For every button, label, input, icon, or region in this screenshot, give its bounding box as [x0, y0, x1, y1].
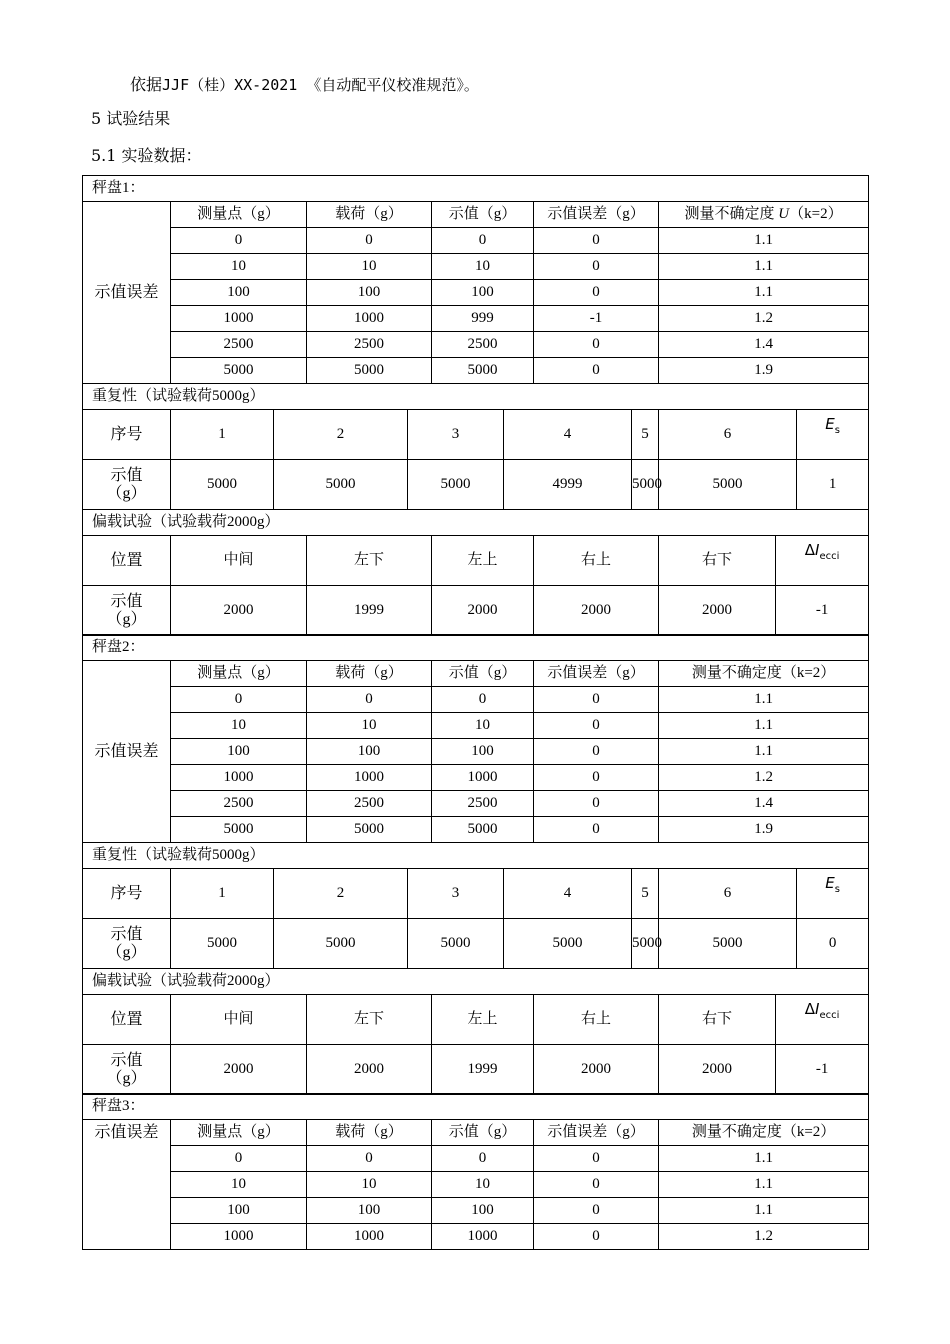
table-row: 0 0 0 0 1.1 — [83, 687, 869, 713]
es-value: 0 — [797, 919, 869, 969]
table-row: 0 0 0 0 1.1 — [83, 1146, 869, 1172]
ecc-result: -1 — [776, 586, 869, 636]
pan3-indication-error-label: 示值误差 — [83, 1120, 171, 1250]
es-symbol: $E_s$ — [797, 869, 869, 919]
pan2-eccentric-title: 偏载试验（试验载荷2000g） — [83, 969, 869, 995]
section-5-heading: 5 试验结果 — [91, 109, 171, 128]
header-indication-error: 示值误差（g） — [534, 202, 659, 228]
header-uncertainty: 测量不确定度 U（k=2） — [659, 202, 869, 228]
ecc-result: -1 — [776, 1045, 869, 1095]
header-indication: 示值（g） — [432, 202, 534, 228]
table-row: 100 100 100 0 1.1 — [83, 739, 869, 765]
table-row: 2500 2500 2500 0 1.4 — [83, 332, 869, 358]
table-row: 5000 5000 5000 0 1.9 — [83, 817, 869, 843]
pan1-eccentric-title: 偏载试验（试验载荷2000g） — [83, 510, 869, 536]
rep-seq-label: 序号 — [83, 410, 171, 460]
table-row: 0 0 0 0 1.1 — [83, 228, 869, 254]
pan2-indication-error-label: 示值误差 — [83, 661, 171, 843]
pan2-table: 秤盘2： 示值误差 测量点（g） 载荷（g） 示值（g） 示值误差（g） 测量不确定度（k=2） 0 0 0 0 1.1 10 10 10 0 1.1 100 100 100 0 1.1 1000 1000 1000 0 1.2 2500 2500 2500 0 1.4 5000 5000 5000 0 1.9 重复性（试验载荷5000g） 序号 1 2 3 4 5 6 $E_s$ 示值 （g） 5000 5000 5000 5000 5000 5000 0 偏载试验（试验载荷2000g） 位置 中间 左下 左上 右上 右下 $\Delta I_{ecci}$ 示值 （g） 2000 2000 1999 2000 2000 -1 — [82, 634, 869, 1095]
table-row: 10 10 10 0 1.1 — [83, 254, 869, 280]
pan3-table: 秤盘3： 示值误差 测量点（g） 载荷（g） 示值（g） 示值误差（g） 测量不确定度（k=2） 0 0 0 0 1.1 10 10 10 0 1.1 100 100 100 0 1.1 1000 1000 1000 0 1.2 — [82, 1093, 869, 1250]
pan1-indication-error-label: 示值误差 — [83, 202, 171, 384]
table-row: 1000 1000 1000 0 1.2 — [83, 765, 869, 791]
pan2-title: 秤盘2： — [83, 635, 869, 661]
rep-value-label: 示值 （g） — [83, 460, 171, 510]
pan1-repeatability-title: 重复性（试验载荷5000g） — [83, 384, 869, 410]
ecc-symbol: $\Delta I_{ecci}$ — [776, 536, 869, 586]
table-row: 1000 1000 1000 0 1.2 — [83, 1224, 869, 1250]
table-row: 100 100 100 0 1.1 — [83, 1198, 869, 1224]
header-load: 载荷（g） — [307, 202, 432, 228]
table-row: 2500 2500 2500 0 1.4 — [83, 791, 869, 817]
ecc-symbol: $\Delta I_{ecci}$ — [776, 995, 869, 1045]
basis-line — [130, 72, 479, 95]
table-row: 10 10 10 0 1.1 — [83, 1172, 869, 1198]
table-row: 1000 1000 999 -1 1.2 — [83, 306, 869, 332]
header-measure-point: 测量点（g） — [171, 202, 307, 228]
pan2-repeatability-title: 重复性（试验载荷5000g） — [83, 843, 869, 869]
pan1-table: 秤盘1： 示值误差 测量点（g） 载荷（g） 示值（g） 示值误差（g） 测量不确定度 U（k=2） 0 0 0 0 1.1 10 10 10 0 1.1 100 100 100 0 1.1 1000 1000 999 -1 1.2 2500 2500 2500 0 1.4 5000 5000 5000 0 1.9 重复性（试验载荷5000g） 序号 1 2 3 4 5 6 $E_s$ 示值 （g） 5000 5000 5000 4999 5000 5000 1 偏载试验（试验载荷2000g） 位置 中间 左下 左上 右上 右下 $\Delta I_{ecci}$ 示值 （g） 2000 1999 2000 2000 2000 -1 — [82, 175, 869, 636]
basis-prefix: 依据 — [130, 75, 163, 94]
es-value: 1 — [797, 460, 869, 510]
table-row: 100 100 100 0 1.1 — [83, 280, 869, 306]
pan3-title: 秤盘3： — [83, 1094, 869, 1120]
table-row: 10 10 10 0 1.1 — [83, 713, 869, 739]
pan1-title: 秤盘1： — [83, 176, 869, 202]
ecc-value-label: 示值 （g） — [83, 586, 171, 636]
basis-reference: JJF（桂）XX-2021 《自动配平仪校准规范》。 — [162, 76, 479, 94]
position-label: 位置 — [83, 536, 171, 586]
section-5-1-heading: 5.1 实验数据： — [91, 146, 202, 165]
table-row: 5000 5000 5000 0 1.9 — [83, 358, 869, 384]
es-symbol: $E_s$ — [797, 410, 869, 460]
